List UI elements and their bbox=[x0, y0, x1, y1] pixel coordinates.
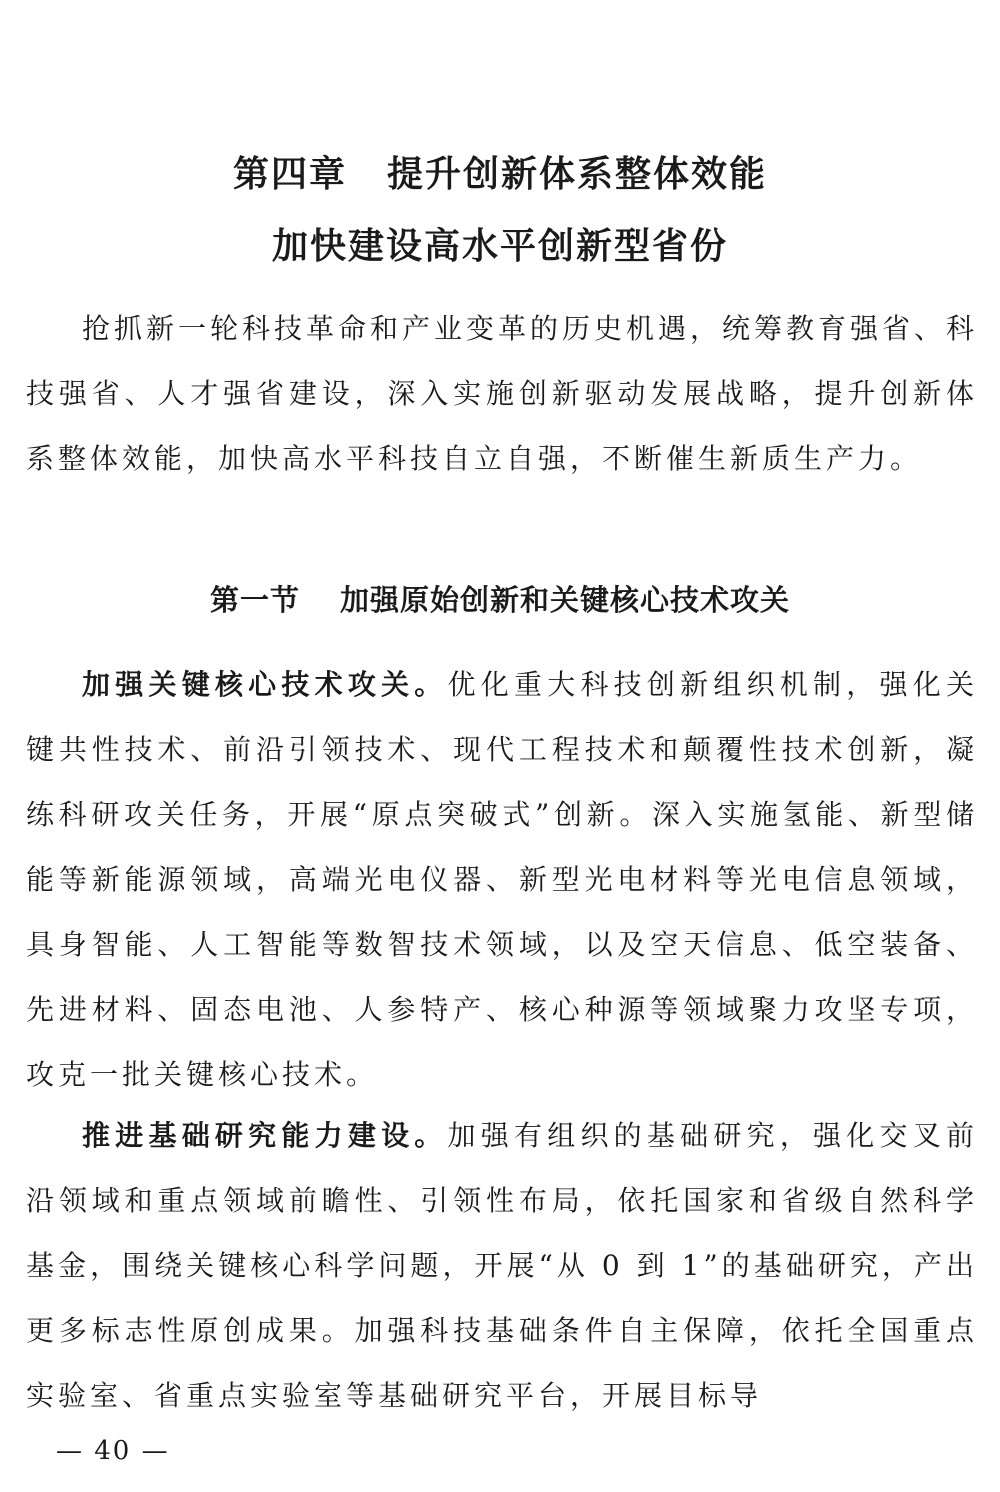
section-title bbox=[0, 578, 1000, 619]
chapter-title-line1 bbox=[0, 146, 1000, 197]
paragraph-lead: 推进基础研究能力建设。 bbox=[82, 1119, 448, 1152]
page-number: — 40 — bbox=[56, 1436, 170, 1466]
body-paragraph bbox=[26, 1103, 978, 1428]
chapter-label: 第四章 bbox=[232, 154, 347, 195]
section-title-text: 加强原始创新和关键核心技术攻关 bbox=[340, 583, 791, 617]
chapter-title-text: 提升创新体系整体效能 bbox=[387, 154, 768, 195]
section-label: 第一节 bbox=[209, 583, 300, 617]
intro-paragraph: 抢抓新一轮科技革命和产业变革的历史机遇，统筹教育强省、科技强省、人才强省建设，深入实施创新驱动发展战略，提升创新体系整体效能，加快高水平科技自立自强，不断催生新质生产力。 bbox=[26, 312, 979, 475]
chapter-title-line2: 加快建设高水平创新型省份 bbox=[271, 226, 728, 267]
body-paragraph bbox=[26, 652, 978, 1107]
paragraph-body: 加强有组织的基础研究，强化交叉前沿领域和重点领域前瞻性、引领性布局，依托国家和省级自然科学基金，围绕关键核心科学问题，开展“从 0 到 1”的基础研究，产出更多标志性原创成果。加强科技基础条件自主保障，依托全国重点实验室、省重点实验室等基础研究平台，开展目标导 bbox=[26, 1119, 978, 1412]
paragraph-lead: 加强关键核心技术攻关。 bbox=[82, 668, 448, 701]
paragraph-body: 优化重大科技创新组织机制，强化关键共性技术、前沿引领技术、现代工程技术和颠覆性技术创新，凝练科研攻关任务，开展“原点突破式”创新。深入实施氢能、新型储能等新能源领域，高端光电仪器、新型光电材料等光电信息领域，具身智能、人工智能等数智技术领域，以及空天信息、低空装备、先进材料、固态电池、人参特产、核心种源等领域聚力攻坚专项，攻克一批关键核心技术。 bbox=[26, 668, 978, 1091]
